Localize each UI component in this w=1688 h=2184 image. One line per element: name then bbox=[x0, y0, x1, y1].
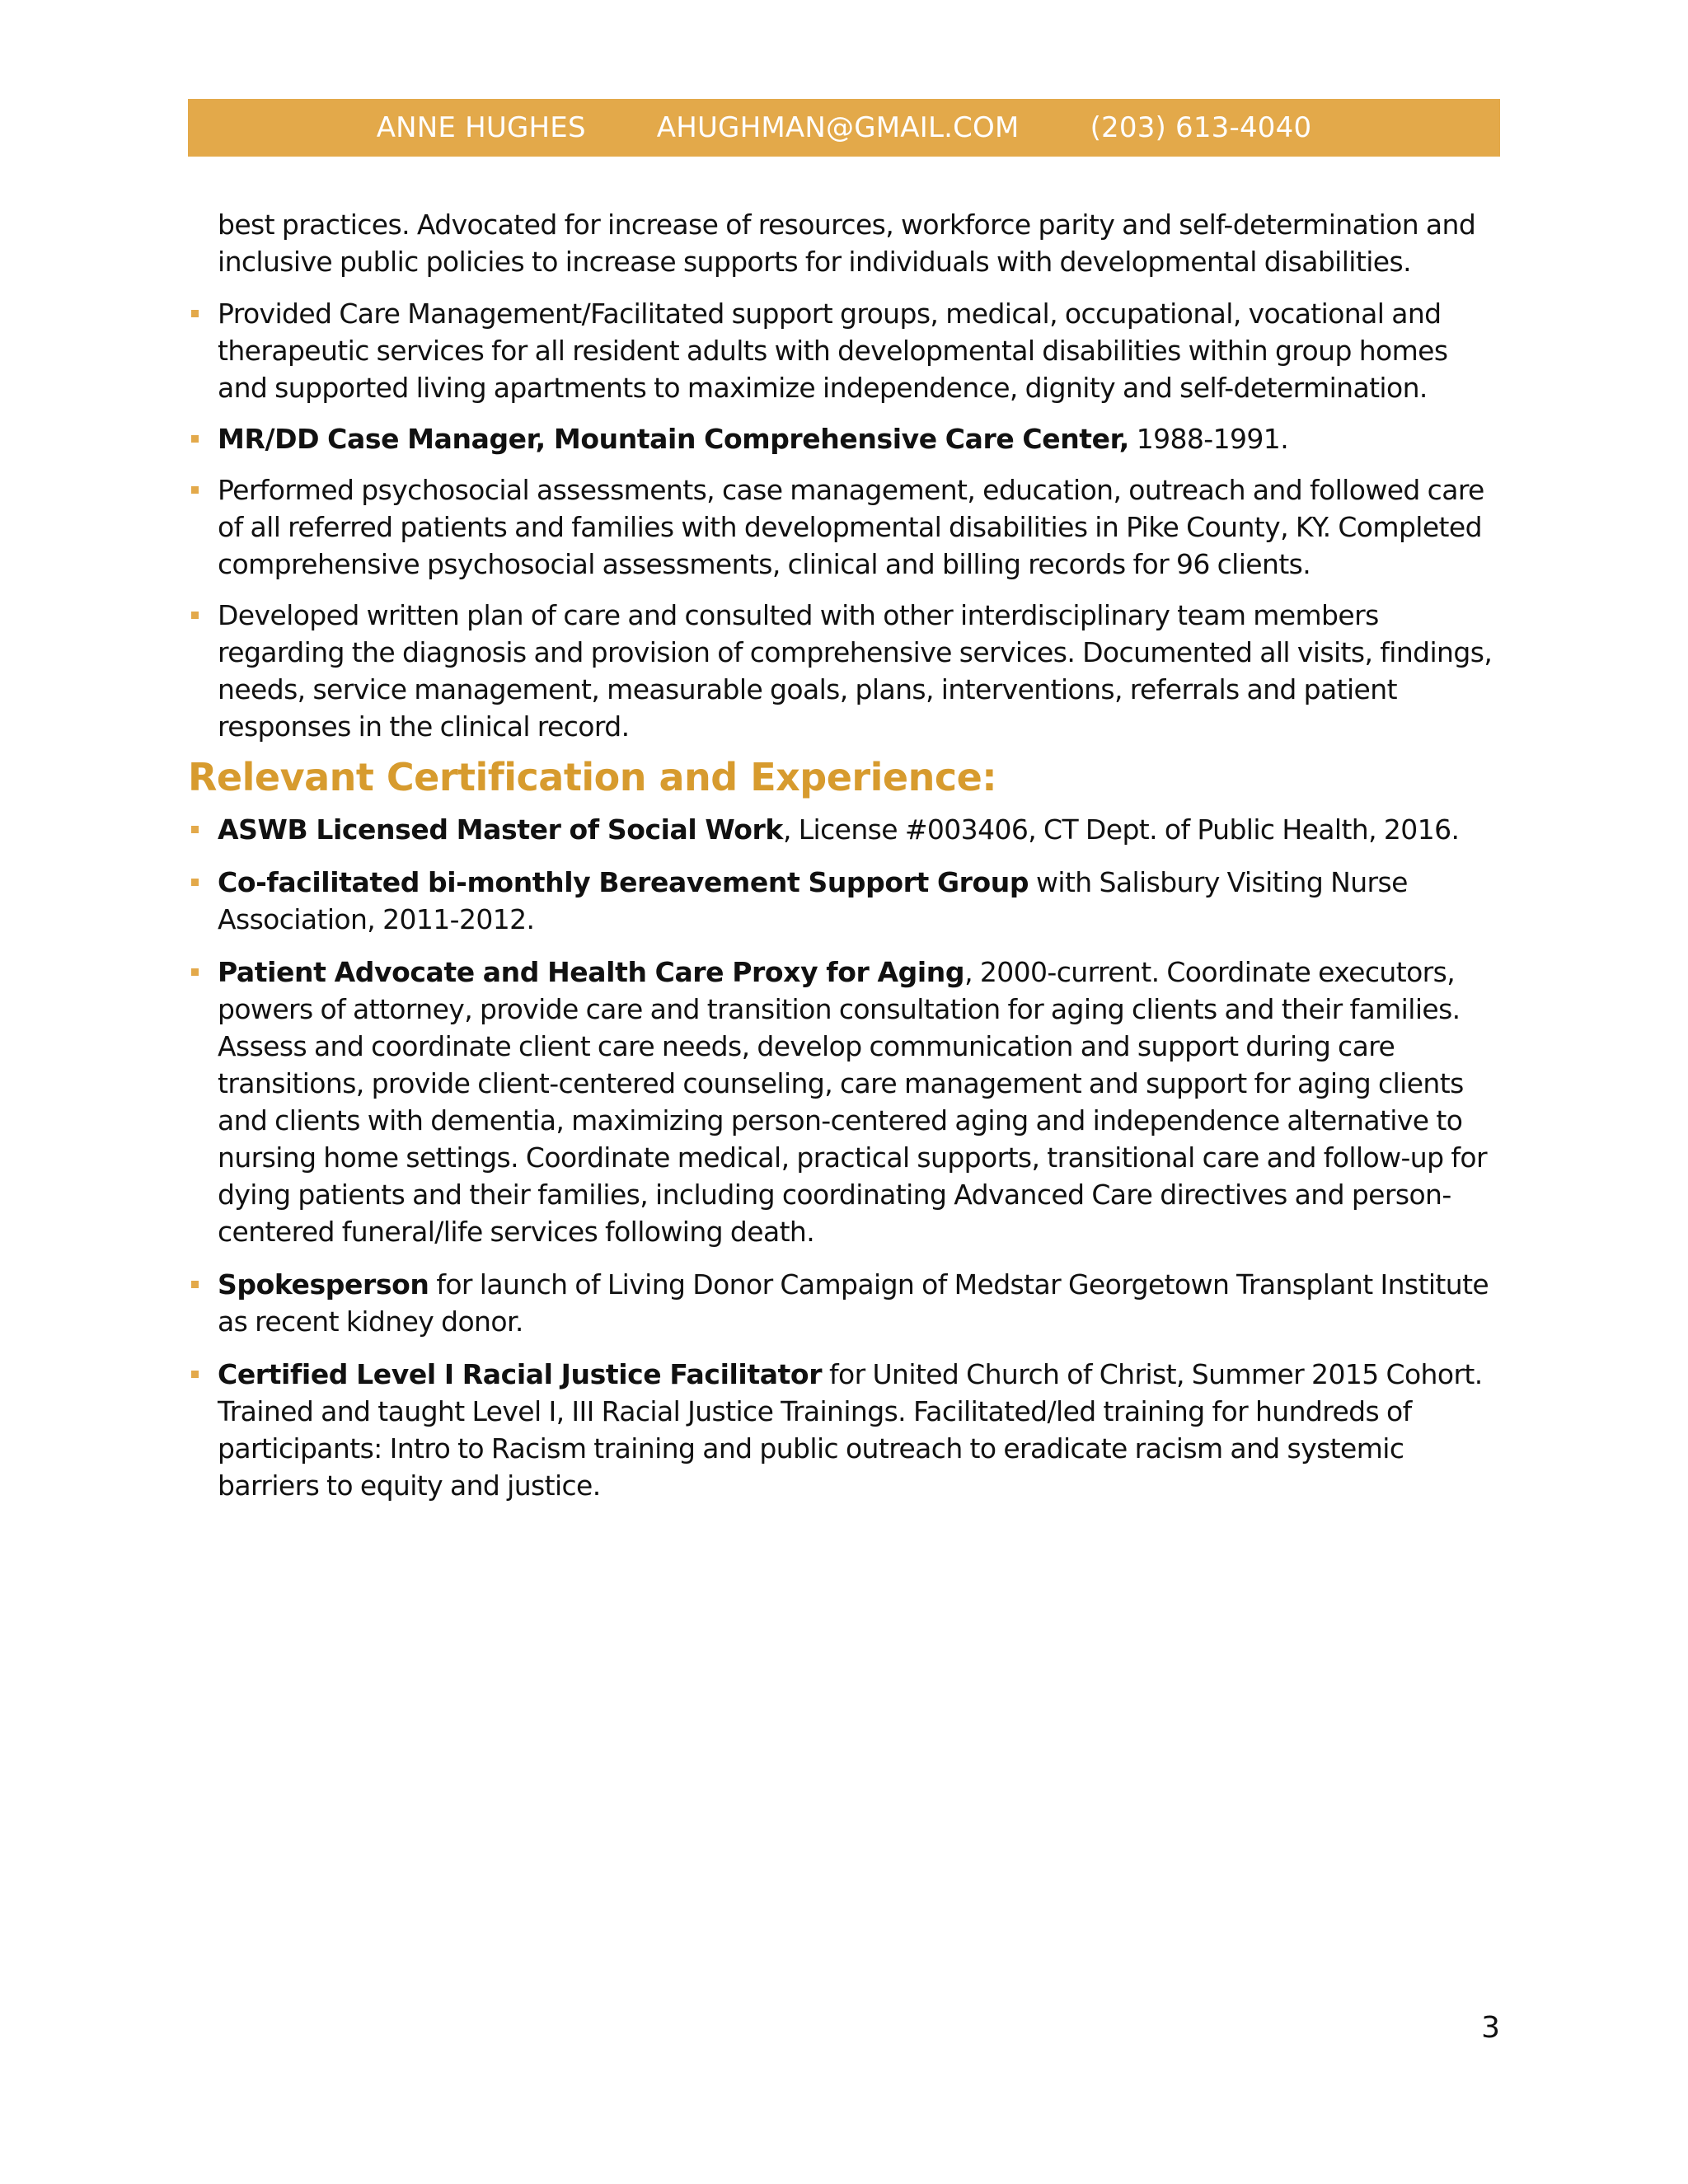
certification-title: Certified Level I Racial Justice Facilitator bbox=[218, 1358, 823, 1390]
bullet-text: Developed written plan of care and consulted with other interdisciplinary team members regarding the diagnosis and provision of comprehensive services. Documented all visits, findings, needs, service management, measurable goals, plans, interventions, referrals and patient responses in the clinical record. bbox=[218, 599, 1493, 743]
certification-bullet bbox=[188, 1356, 1500, 1504]
header-bar bbox=[188, 99, 1500, 157]
experience-bullet bbox=[188, 420, 1500, 457]
certification-title: Spokesperson bbox=[218, 1268, 429, 1301]
certification-bullet bbox=[188, 1266, 1500, 1340]
certification-title: Patient Advocate and Health Care Proxy for Aging bbox=[218, 956, 965, 988]
header-phone[interactable]: (203) 613-4040 bbox=[1090, 111, 1312, 144]
experience-bullet bbox=[188, 471, 1500, 583]
continuation-paragraph: best practices. Advocated for increase of resources, workforce parity and self-determination and inclusive public policies to increase supports for individuals with developmental disabilities. bbox=[218, 209, 1476, 278]
certification-bullet bbox=[188, 811, 1500, 848]
certification-list bbox=[188, 811, 1500, 1504]
bullet-text: for launch of Living Donor Campaign of Medstar Georgetown Transplant Institute as recent kidney donor. bbox=[218, 1268, 1489, 1338]
experience-bullet bbox=[188, 597, 1500, 745]
bullet-text: , 2000-current. Coordinate executors, powers of attorney, provide care and transition consultation for aging clients and their families. Assess and coordinate client care needs, develop communication and support during care transitions, provide client-centered counseling, care management and support for aging clients and clients with dementia, maximizing person-centered aging and independence alternative to nursing home settings. Coordinate medical, practical supports, transitional care and follow-up for dying patients and their families, including coordinating Advanced Care directives and person-centered funeral/life services following death. bbox=[218, 956, 1487, 1248]
bullet-text: 1988-1991. bbox=[1128, 423, 1289, 455]
bullet-text: with Salisbury Visiting Nurse Association, 2011-2012. bbox=[218, 866, 1408, 935]
experience-list bbox=[188, 295, 1500, 745]
header-email[interactable]: AHUGHMAN@GMAIL.COM bbox=[656, 111, 1020, 144]
resume-content bbox=[188, 206, 1500, 1504]
page-number: 3 bbox=[1481, 2011, 1500, 2045]
bullet-text: for United Church of Christ, Summer 2015 Cohort. Trained and taught Level I, III Racial Justice Trainings. Facilitated/led training for hundreds of participants: Intro to Racism training and public outreach to eradicate racism and systemic barriers to equity and justice. bbox=[218, 1358, 1483, 1502]
bullet-text: , License #003406, CT Dept. of Public Health, 2016. bbox=[782, 813, 1460, 846]
certification-title: Co-facilitated bi-monthly Bereavement Support Group bbox=[218, 866, 1029, 898]
experience-bullet bbox=[188, 295, 1500, 406]
header-name: ANNE HUGHES bbox=[376, 111, 586, 144]
certification-bullet bbox=[188, 864, 1500, 938]
certification-bullet bbox=[188, 954, 1500, 1250]
bullet-text: Provided Care Management/Facilitated support groups, medical, occupational, vocational and therapeutic services for all resident adults with developmental disabilities within group homes and supported living apartments to maximize independence, dignity and self-determination. bbox=[218, 298, 1448, 404]
job-title: MR/DD Case Manager, Mountain Comprehensive Care Center, bbox=[218, 423, 1129, 455]
certification-title: ASWB Licensed Master of Social Work bbox=[218, 813, 783, 846]
section-heading: Relevant Certification and Experience: bbox=[188, 755, 997, 799]
bullet-text: Performed psychosocial assessments, case management, education, outreach and followed care of all referred patients and families with developmental disabilities in Pike County, KY. Completed comprehensive psychosocial assessments, clinical and billing records for 96 clients. bbox=[218, 474, 1484, 580]
